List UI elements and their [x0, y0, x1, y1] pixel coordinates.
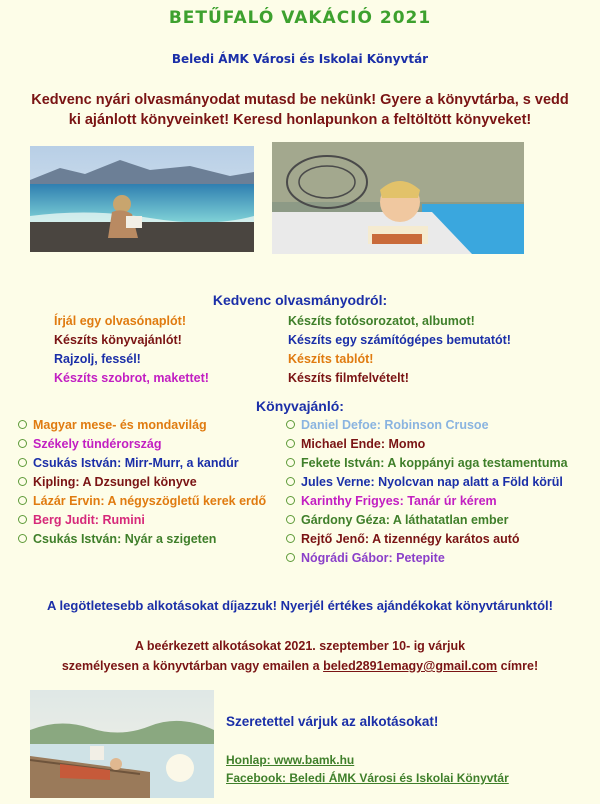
book-list-item [286, 492, 568, 511]
circle-bullet-icon [18, 496, 27, 505]
pier-reading-photo [30, 690, 214, 798]
book-title: Berg Judit: Rumini [33, 513, 145, 527]
book-title: Kipling: A Dzsungel könyve [33, 475, 197, 489]
book-list-item [286, 416, 568, 435]
book-title: Székely tündérország [33, 437, 162, 451]
circle-bullet-icon [286, 496, 295, 505]
circle-bullet-icon [286, 553, 295, 562]
book-title: Daniel Defoe: Robinson Crusoe [301, 418, 489, 432]
task-item: Készíts fotósorozatot, albumot! [288, 314, 475, 328]
circle-bullet-icon [286, 515, 295, 524]
circle-bullet-icon [286, 534, 295, 543]
intro-line-1: Kedvenc nyári olvasmányodat mutasd be nekünk! Gyere a könyvtárba, s vedd [31, 92, 569, 108]
deadline-line-2 [0, 656, 600, 676]
circle-bullet-icon [18, 477, 27, 486]
book-list-item [18, 492, 266, 511]
task-item: Rajzolj, fessél! [54, 352, 141, 366]
books-heading: Könyvajánló: [256, 398, 344, 414]
tasks-left-column [54, 312, 209, 388]
circle-bullet-icon [18, 420, 27, 429]
deadline-text [0, 636, 600, 676]
deadline-line-1: A beérkezett alkotásokat 2021. szeptember 10- ig várjuk [134, 639, 466, 653]
book-list-item [286, 530, 568, 549]
task-item: Készíts filmfelvételt! [288, 371, 409, 385]
book-title: Jules Verne: Nyolcvan nap alatt a Föld körül [301, 475, 563, 489]
circle-bullet-icon [286, 439, 295, 448]
circle-bullet-icon [18, 515, 27, 524]
circle-bullet-icon [286, 458, 295, 467]
book-list-item [286, 435, 568, 454]
page-title: BETŰFALÓ VAKÁCIÓ 2021 [168, 8, 432, 28]
award-text: A legötletesebb alkotásokat díjazzuk! Nyerjél értékes ajándékokat könyvtárunktól! [47, 598, 553, 613]
task-item: Készíts könyvajánlót! [54, 333, 182, 347]
task-item: Készíts egy számítógépes bemutatót! [288, 333, 511, 347]
book-title: Rejtő Jenő: A tizennégy karátos autó [301, 532, 520, 546]
task-item: Készíts szobrot, makettet! [54, 371, 209, 385]
books-right-list [286, 416, 568, 568]
book-list-item [18, 473, 266, 492]
book-title: Fekete István: A koppányi aga testamentuma [301, 456, 568, 470]
footer-links [226, 751, 509, 787]
circle-bullet-icon [286, 420, 295, 429]
circle-bullet-icon [286, 477, 295, 486]
book-list-item [18, 416, 266, 435]
tasks-right-column [288, 312, 511, 388]
book-list-item [286, 549, 568, 568]
homepage-link[interactable]: Honlap: www.bamk.hu [226, 753, 355, 767]
book-list-item [286, 511, 568, 530]
book-list-item [286, 473, 568, 492]
task-item: Írjál egy olvasónaplót! [54, 314, 186, 328]
task-item: Készíts tablót! [288, 352, 374, 366]
deadline-line-2-end: címre! [497, 659, 539, 673]
book-list-item [18, 530, 266, 549]
book-list-item [18, 454, 266, 473]
book-title: Csukás István: Nyár a szigeten [33, 532, 217, 546]
welcome-text: Szeretettel várjuk az alkotásokat! [226, 714, 439, 729]
tasks-heading: Kedvenc olvasmányodról: [212, 292, 388, 308]
beach-reading-photo [30, 146, 254, 252]
book-title: Michael Ende: Momo [301, 437, 426, 451]
circle-bullet-icon [18, 534, 27, 543]
deadline-line-2-start: személyesen a könyvtárban vagy emailen a [61, 659, 324, 673]
book-title: Gárdony Géza: A láthatatlan ember [301, 513, 509, 527]
book-title: Karinthy Frigyes: Tanár úr kérem [301, 494, 497, 508]
book-list-item [18, 511, 266, 530]
facebook-link[interactable]: Facebook: Beledi ÁMK Városi és Iskolai Könyvtár [226, 771, 509, 785]
circle-bullet-icon [18, 439, 27, 448]
book-title: Magyar mese- és mondavilág [33, 418, 207, 432]
book-title: Lázár Ervin: A négyszögletű kerek erdő [33, 494, 267, 508]
email-link[interactable]: beled2891emagy@gmail.com [323, 659, 498, 673]
circle-bullet-icon [18, 458, 27, 467]
book-title: Nógrádi Gábor: Petepite [301, 551, 445, 565]
book-list-item [18, 435, 266, 454]
book-title: Csukás István: Mirr-Murr, a kandúr [33, 456, 239, 470]
pool-reading-photo [272, 142, 524, 254]
book-list-item [286, 454, 568, 473]
intro-text [0, 90, 600, 130]
books-left-list [18, 416, 266, 549]
library-name: Beledi ÁMK Városi és Iskolai Könyvtár [171, 52, 429, 66]
intro-line-2: ki ajánlott könyveinket! Keresd honlapunkon a feltöltött könyveket! [68, 112, 532, 128]
